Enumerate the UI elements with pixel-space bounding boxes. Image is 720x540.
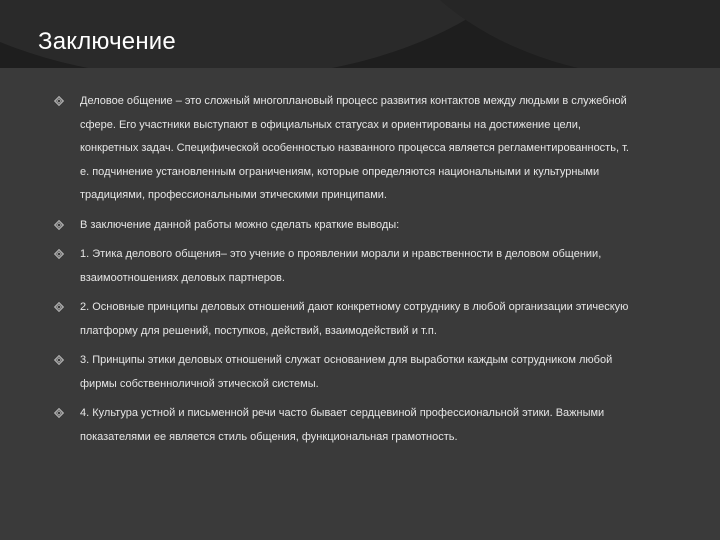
- diamond-bullet-icon: [54, 355, 64, 365]
- bullet-text-5: 3. Принципы этики деловых отношений служат основанием для выработки каждым сотрудником любой фирмы собственноличной этической системы.: [80, 354, 613, 390]
- bullet-item-4: [48, 296, 638, 343]
- bullet-item-5: [48, 349, 638, 396]
- diamond-bullet-icon: [54, 220, 64, 230]
- bullet-text-3: 1. Этика делового общения– это учение о проявлении морали и нравственности в деловом общении, взаимоотношениях деловых партнеров.: [80, 248, 602, 284]
- bullet-item-3: [48, 243, 638, 290]
- diamond-bullet-icon: [54, 96, 64, 106]
- diamond-bullet-icon: [54, 249, 64, 259]
- diamond-bullet-icon: [54, 302, 64, 312]
- slide-title: Заключение: [38, 28, 176, 55]
- bullet-list: [48, 90, 638, 455]
- bullet-item-2: [48, 214, 638, 238]
- diamond-bullet-icon: [54, 408, 64, 418]
- bullet-item-6: [48, 402, 638, 449]
- bullet-text-1: Деловое общение – это сложный многоплановый процесс развития контактов между людьми в служебной сфере. Его участники выступают в официальных статусах и ориентированы на достижение цели, конкретных задач. Специфической особенностью названного процесса является регламентированность, т. е. подчинение установленным ограничениям, которые определяются национальными и культурными традициями, профессиональными этическими принципами.: [80, 95, 629, 201]
- bullet-text-4: 2. Основные принципы деловых отношений дают конкретному сотруднику в любой организации этическую платформу для решений, поступков, действий, взаимодействий и т.п.: [80, 301, 629, 337]
- bullet-text-2: В заключение данной работы можно сделать краткие выводы:: [80, 218, 400, 231]
- bullet-text-6: 4. Культура устной и письменной речи часто бывает сердцевиной профессиональной этики. Важными показателями ее является стиль общения, функциональная грамотность.: [80, 407, 605, 443]
- bullet-item-1: [48, 90, 638, 208]
